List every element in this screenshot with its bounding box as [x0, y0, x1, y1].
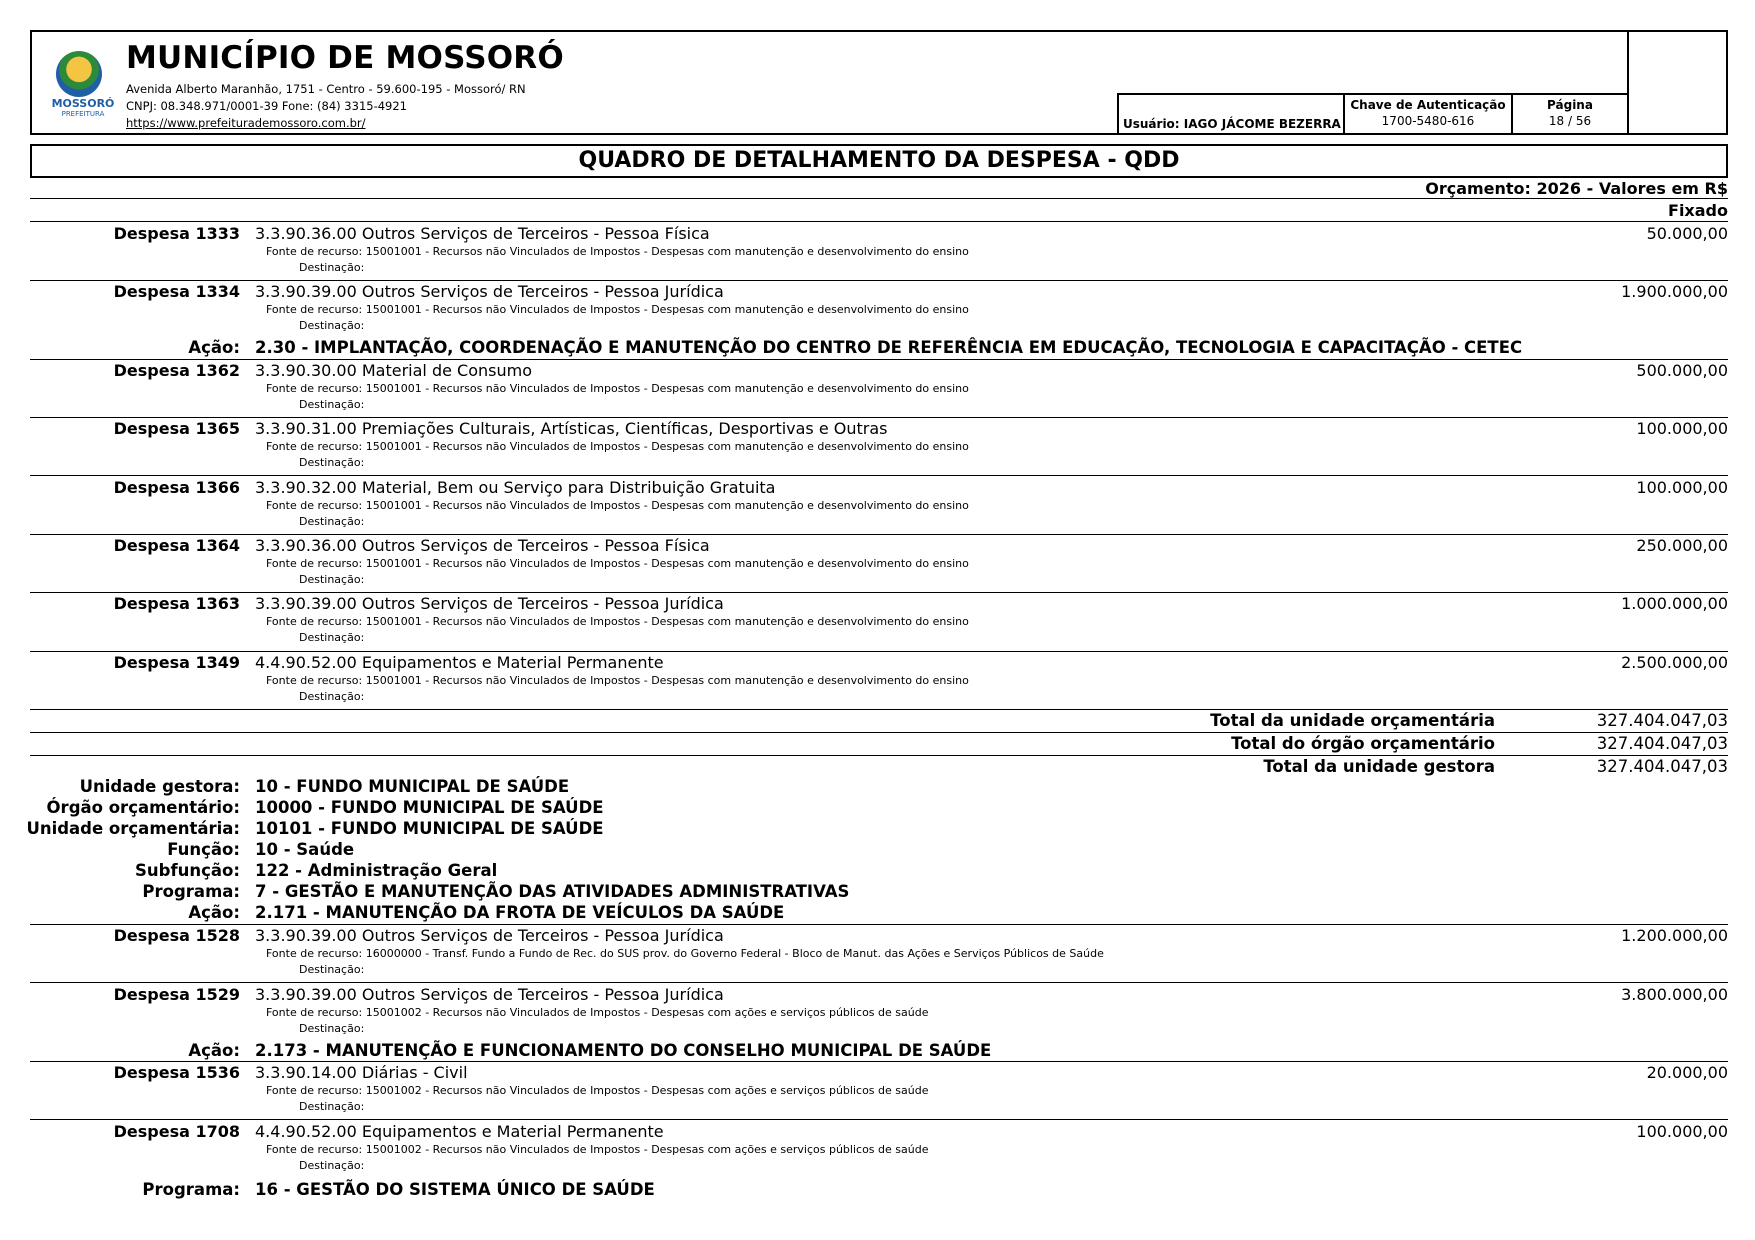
divider [30, 359, 1728, 360]
expense-destination: Destinação: [299, 1100, 365, 1113]
website-link[interactable]: https://www.prefeiturademossoro.com.br/ [126, 116, 366, 130]
expense-value: 500.000,00 [1636, 361, 1728, 380]
total-label: Total da unidade gestora [1263, 757, 1495, 776]
expense-source: Fonte de recurso: 15001001 - Recursos não Vinculados de Impostos - Despesas com manutenção e desenvolvimento do ensino [266, 499, 969, 512]
expense-source: Fonte de recurso: 15001001 - Recursos não Vinculados de Impostos - Despesas com manutenção e desenvolvimento do ensino [266, 303, 969, 316]
auth-key-cell [1343, 93, 1511, 135]
expense-source: Fonte de recurso: 15001002 - Recursos não Vinculados de Impostos - Despesas com ações e serviços públicos de saúde [266, 1143, 929, 1156]
expense-description: 3.3.90.39.00 Outros Serviços de Terceiros - Pessoa Jurídica [255, 594, 724, 613]
expense-source: Fonte de recurso: 15001001 - Recursos não Vinculados de Impostos - Despesas com manutenção e desenvolvimento do ensino [266, 615, 969, 628]
expense-number: Despesa 1366 [113, 478, 240, 497]
action-label: Ação: [188, 903, 240, 922]
field-value: 10101 - FUNDO MUNICIPAL DE SAÚDE [255, 819, 604, 838]
expense-number: Despesa 1365 [113, 419, 240, 438]
divider [30, 592, 1728, 593]
report-title: QUADRO DE DETALHAMENTO DA DESPESA - QDD [30, 144, 1728, 178]
expense-description: 3.3.90.32.00 Material, Bem ou Serviço para Distribuição Gratuita [255, 478, 776, 497]
expense-value: 3.800.000,00 [1621, 985, 1728, 1004]
field-label: Órgão orçamentário: [46, 798, 240, 817]
divider [30, 732, 1728, 733]
divider [30, 709, 1728, 710]
expense-destination: Destinação: [299, 319, 365, 332]
total-label: Total da unidade orçamentária [1210, 711, 1495, 730]
expense-description: 3.3.90.31.00 Premiações Culturais, Artísticas, Científicas, Desportivas e Outras [255, 419, 888, 438]
field-label: Função: [167, 840, 240, 859]
expense-source: Fonte de recurso: 15001002 - Recursos não Vinculados de Impostos - Despesas com ações e serviços públicos de saúde [266, 1084, 929, 1097]
expense-number: Despesa 1529 [113, 985, 240, 1004]
field-value: 10000 - FUNDO MUNICIPAL DE SAÚDE [255, 798, 604, 817]
action-label: Ação: [188, 1041, 240, 1060]
expense-value: 100.000,00 [1636, 419, 1728, 438]
expense-value: 100.000,00 [1636, 478, 1728, 497]
field-value: 7 - GESTÃO E MANUTENÇÃO DAS ATIVIDADES ADMINISTRATIVAS [255, 882, 850, 901]
user-cell [1117, 93, 1343, 135]
expense-value: 2.500.000,00 [1621, 653, 1728, 672]
expense-destination: Destinação: [299, 261, 365, 274]
field-value: 122 - Administração Geral [255, 861, 498, 880]
divider [30, 417, 1728, 418]
expense-number: Despesa 1708 [113, 1122, 240, 1141]
expense-number: Despesa 1333 [113, 224, 240, 243]
expense-source: Fonte de recurso: 16000000 - Transf. Fundo a Fundo de Rec. do SUS prov. do Governo Federal - Bloco de Manut. das Ações e Serviços Públicos de Saúde [266, 947, 1104, 960]
expense-source: Fonte de recurso: 15001002 - Recursos não Vinculados de Impostos - Despesas com ações e serviços públicos de saúde [266, 1006, 929, 1019]
action-label: Ação: [188, 338, 240, 357]
expense-source: Fonte de recurso: 15001001 - Recursos não Vinculados de Impostos - Despesas com manutenção e desenvolvimento do ensino [266, 557, 969, 570]
fixed-column-header: Fixado [1668, 201, 1728, 220]
expense-source: Fonte de recurso: 15001001 - Recursos não Vinculados de Impostos - Despesas com manutenção e desenvolvimento do ensino [266, 674, 969, 687]
expense-value: 250.000,00 [1636, 536, 1728, 555]
divider [30, 475, 1728, 476]
expense-description: 3.3.90.39.00 Outros Serviços de Terceiros - Pessoa Jurídica [255, 985, 724, 1004]
auth-key-value: 1700-5480-616 [1381, 114, 1475, 128]
divider [30, 651, 1728, 652]
expense-value: 1.000.000,00 [1621, 594, 1728, 613]
page-number: 18 / 56 [1548, 114, 1592, 128]
total-value: 327.404.047,03 [1596, 711, 1728, 730]
expense-destination: Destinação: [299, 631, 365, 644]
expense-description: 4.4.90.52.00 Equipamentos e Material Permanente [255, 653, 664, 672]
expense-description: 3.3.90.36.00 Outros Serviços de Terceiros - Pessoa Física [255, 224, 710, 243]
expense-source: Fonte de recurso: 15001001 - Recursos não Vinculados de Impostos - Despesas com manutenção e desenvolvimento do ensino [266, 245, 969, 258]
page-label: Página [1547, 98, 1593, 112]
divider [30, 280, 1728, 281]
user-label: Usuário: IAGO JÁCOME BEZERRA [1123, 117, 1341, 131]
total-label: Total do órgão orçamentário [1231, 734, 1495, 753]
expense-description: 3.3.90.36.00 Outros Serviços de Terceiros - Pessoa Física [255, 536, 710, 555]
logo-subtext: PREFEITURA [61, 110, 105, 118]
field-value: 10 - Saúde [255, 840, 355, 859]
action-value: 2.171 - MANUTENÇÃO DA FROTA DE VEÍCULOS DA SAÚDE [255, 903, 785, 922]
field-label: Unidade gestora: [79, 777, 240, 796]
field-label: Unidade orçamentária: [26, 819, 240, 838]
divider [30, 198, 1728, 199]
municipality-logo [38, 45, 128, 120]
total-value: 327.404.047,03 [1596, 734, 1728, 753]
expense-description: 3.3.90.30.00 Material de Consumo [255, 361, 532, 380]
expense-description: 3.3.90.39.00 Outros Serviços de Terceiros - Pessoa Jurídica [255, 926, 724, 945]
expense-description: 4.4.90.52.00 Equipamentos e Material Permanente [255, 1122, 664, 1141]
divider [30, 534, 1728, 535]
action-value: 2.30 - IMPLANTAÇÃO, COORDENAÇÃO E MANUTENÇÃO DO CENTRO DE REFERÊNCIA EM EDUCAÇÃO, TECNOLOGIA E CAPACITAÇÃO - CETEC [255, 338, 1523, 357]
expense-destination: Destinação: [299, 690, 365, 703]
field-label: Programa: [142, 1180, 240, 1199]
expense-destination: Destinação: [299, 515, 365, 528]
expense-value: 1.200.000,00 [1621, 926, 1728, 945]
expense-value: 50.000,00 [1646, 224, 1728, 243]
expense-number: Despesa 1528 [113, 926, 240, 945]
expense-destination: Destinação: [299, 1159, 365, 1172]
divider [30, 755, 1728, 756]
divider [30, 1061, 1728, 1062]
expense-number: Despesa 1363 [113, 594, 240, 613]
expense-number: Despesa 1536 [113, 1063, 240, 1082]
municipality-title: MUNICÍPIO DE MOSSORÓ [126, 40, 564, 76]
expense-destination: Destinação: [299, 963, 365, 976]
divider [30, 982, 1728, 983]
expense-value: 20.000,00 [1646, 1063, 1728, 1082]
expense-value: 100.000,00 [1636, 1122, 1728, 1141]
page-cell [1511, 93, 1627, 135]
expense-value: 1.900.000,00 [1621, 282, 1728, 301]
expense-number: Despesa 1349 [113, 653, 240, 672]
expense-number: Despesa 1334 [113, 282, 240, 301]
divider [30, 221, 1728, 222]
address: Avenida Alberto Maranhão, 1751 - Centro - 59.600-195 - Mossoró/ RN [126, 82, 526, 96]
expense-source: Fonte de recurso: 15001001 - Recursos não Vinculados de Impostos - Despesas com manutenção e desenvolvimento do ensino [266, 382, 969, 395]
cnpj-phone: CNPJ: 08.348.971/0001-39 Fone: (84) 3315-4921 [126, 99, 407, 113]
expense-description: 3.3.90.39.00 Outros Serviços de Terceiros - Pessoa Jurídica [255, 282, 724, 301]
total-value: 327.404.047,03 [1596, 757, 1728, 776]
expense-destination: Destinação: [299, 1022, 365, 1035]
budget-year: Orçamento: 2026 - Valores em R$ [1425, 179, 1728, 198]
divider [30, 1119, 1728, 1120]
logo-text: MOSSORÓ [51, 97, 115, 110]
auth-key-label: Chave de Autenticação [1350, 98, 1506, 112]
action-value: 2.173 - MANUTENÇÃO E FUNCIONAMENTO DO CONSELHO MUNICIPAL DE SAÚDE [255, 1041, 992, 1060]
expense-source: Fonte de recurso: 15001001 - Recursos não Vinculados de Impostos - Despesas com manutenção e desenvolvimento do ensino [266, 440, 969, 453]
divider [30, 924, 1728, 925]
field-label: Programa: [142, 882, 240, 901]
expense-destination: Destinação: [299, 398, 365, 411]
field-value: 16 - GESTÃO DO SISTEMA ÚNICO DE SAÚDE [255, 1180, 655, 1199]
expense-number: Despesa 1364 [113, 536, 240, 555]
expense-destination: Destinação: [299, 456, 365, 469]
crest-icon [56, 51, 102, 97]
field-value: 10 - FUNDO MUNICIPAL DE SAÚDE [255, 777, 570, 796]
expense-number: Despesa 1362 [113, 361, 240, 380]
field-label: Subfunção: [135, 861, 240, 880]
expense-destination: Destinação: [299, 573, 365, 586]
expense-description: 3.3.90.14.00 Diárias - Civil [255, 1063, 468, 1082]
header-divider [1627, 30, 1629, 135]
